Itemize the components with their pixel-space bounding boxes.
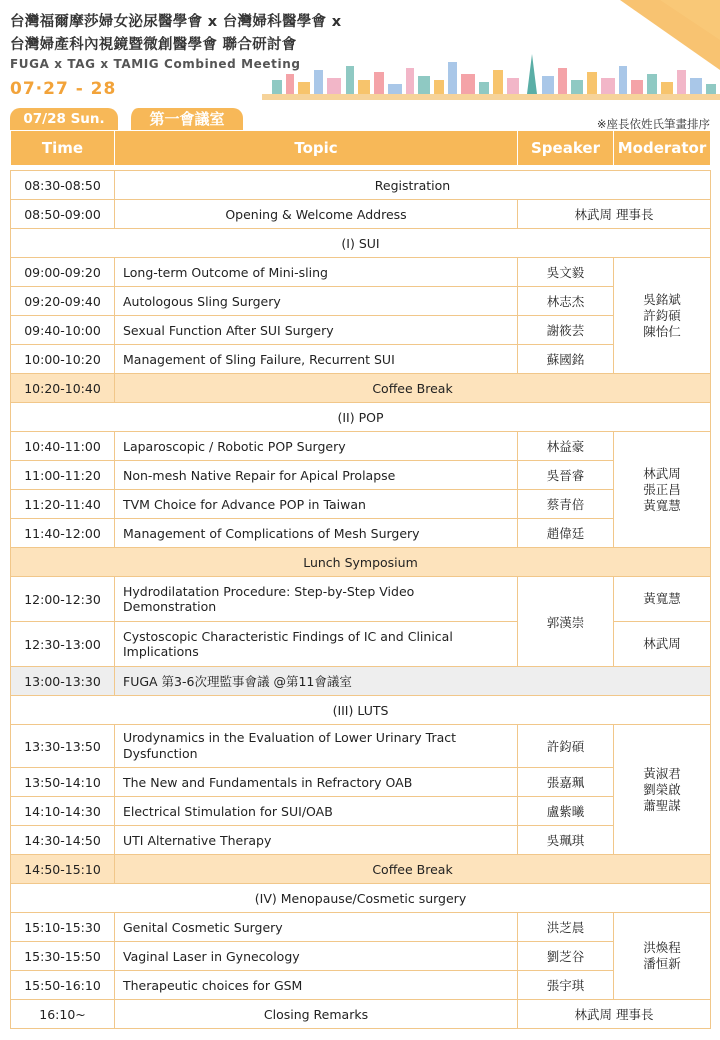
section-title: (IV) Menopause/Cosmetic surgery — [11, 884, 711, 913]
topic-cell: The New and Fundamentals in Refractory OAB — [115, 768, 518, 797]
section-title: (III) LUTS — [11, 696, 711, 725]
moderator-name: 黃寬慧 — [643, 497, 681, 513]
table-row — [11, 461, 711, 490]
speaker-cell: 吳文毅 — [518, 258, 614, 287]
time-cell: 10:40-11:00 — [11, 432, 115, 461]
topic-cell: Sexual Function After SUI Surgery — [115, 316, 518, 345]
topic-cell: Non-mesh Native Repair for Apical Prolapse — [115, 461, 518, 490]
table-row — [11, 200, 711, 229]
table-header-row — [11, 131, 711, 166]
time-cell: 14:50-15:10 — [11, 855, 115, 884]
table-row — [11, 316, 711, 345]
topic-cell: Coffee Break — [115, 855, 711, 884]
time-cell: 11:40-12:00 — [11, 519, 115, 548]
speaker-cell: 洪芝晨 — [518, 913, 614, 942]
topic-cell: Cystoscopic Characteristic Findings of IC and Clinical Implications — [115, 622, 518, 667]
ordering-note: ※座長依姓氏筆畫排序 — [596, 117, 710, 131]
speaker-cell: 張嘉珮 — [518, 768, 614, 797]
topic-cell: UTI Alternative Therapy — [115, 826, 518, 855]
topic-cell: TVM Choice for Advance POP in Taiwan — [115, 490, 518, 519]
table-row — [11, 725, 711, 768]
moderator-cell: 黃寬慧 — [614, 577, 711, 622]
topic-cell: Coffee Break — [115, 374, 711, 403]
speaker-cell: 劉芝谷 — [518, 942, 614, 971]
table-row — [11, 490, 711, 519]
section-row — [11, 229, 711, 258]
topic-cell: Electrical Stimulation for SUI/OAB — [115, 797, 518, 826]
time-cell: 15:30-15:50 — [11, 942, 115, 971]
time-cell: 09:00-09:20 — [11, 258, 115, 287]
time-cell: 09:20-09:40 — [11, 287, 115, 316]
time-cell: 13:50-14:10 — [11, 768, 115, 797]
moderator-name: 張正昌 — [643, 481, 681, 497]
col-time-header: Time — [11, 131, 115, 166]
time-cell: 08:50-09:00 — [11, 200, 115, 229]
table-row — [11, 519, 711, 548]
topic-cell: Genital Cosmetic Surgery — [115, 913, 518, 942]
time-cell: 15:10-15:30 — [11, 913, 115, 942]
col-moderator-header: Moderator — [614, 131, 711, 166]
lunch-symposium-row — [11, 548, 711, 577]
section-row — [11, 696, 711, 725]
title-line-1: 台灣福爾摩莎婦女泌尿醫學會 x 台灣婦科醫學會 x — [10, 14, 342, 30]
table-row — [11, 171, 711, 200]
topic-cell: Management of Complications of Mesh Surgery — [115, 519, 518, 548]
speaker-cell: 謝筱芸 — [518, 316, 614, 345]
day-tab: 07/28 Sun. — [10, 108, 118, 130]
table-row — [11, 577, 711, 622]
topic-cell: Closing Remarks — [115, 1000, 518, 1029]
time-cell: 10:00-10:20 — [11, 345, 115, 374]
topic-cell: FUGA 第3-6次理監事會議 @第11會議室 — [115, 667, 711, 696]
table-row — [11, 797, 711, 826]
topic-cell: Laparoscopic / Robotic POP Surgery — [115, 432, 518, 461]
topic-cell: Vaginal Laser in Gynecology — [115, 942, 518, 971]
speaker-cell: 吳晉睿 — [518, 461, 614, 490]
moderator-name: 洪煥程 — [643, 940, 681, 955]
coffee-break-row — [11, 374, 711, 403]
table-row — [11, 971, 711, 1000]
schedule-table — [10, 130, 711, 1029]
moderator-name: 吳銘斌 — [643, 291, 681, 307]
topic-cell: Urodynamics in the Evaluation of Lower Urinary Tract Dysfunction — [115, 725, 518, 768]
room-tab: 第一會議室 — [128, 108, 243, 130]
speaker-cell: 盧紫曦 — [518, 797, 614, 826]
header — [0, 0, 720, 104]
city-skyline-illustration — [262, 50, 720, 100]
speaker-cell: 蘇國銘 — [518, 345, 614, 374]
moderator-name: 潘恒新 — [643, 956, 681, 971]
event-date: 07·27 - 28 — [10, 79, 117, 99]
time-cell: 12:00-12:30 — [11, 577, 115, 622]
moderator-name: 劉榮啟 — [643, 781, 681, 797]
section-row — [11, 403, 711, 432]
time-cell: 09:40-10:00 — [11, 316, 115, 345]
time-cell: 10:20-10:40 — [11, 374, 115, 403]
time-cell: 12:30-13:00 — [11, 622, 115, 667]
time-cell: 15:50-16:10 — [11, 971, 115, 1000]
table-row — [11, 913, 711, 942]
coffee-break-row — [11, 855, 711, 884]
table-row — [11, 432, 711, 461]
time-cell: 13:00-13:30 — [11, 667, 115, 696]
speaker-cell: 蔡青倍 — [518, 490, 614, 519]
table-row — [11, 287, 711, 316]
topic-cell: Autologous Sling Surgery — [115, 287, 518, 316]
topic-cell: Therapeutic choices for GSM — [115, 971, 518, 1000]
moderator-name: 陳怡仁 — [643, 323, 681, 339]
topic-cell: Hydrodilatation Procedure: Step-by-Step Video Demonstration — [115, 577, 518, 622]
time-cell: 16:10~ — [11, 1000, 115, 1029]
chair-cell: 林武周 理事長 — [518, 1000, 711, 1029]
speaker-cell: 林志杰 — [518, 287, 614, 316]
subtitle: FUGA x TAG x TAMIG Combined Meeting — [10, 57, 301, 71]
moderator-cell — [614, 725, 711, 855]
section-title: Lunch Symposium — [11, 548, 711, 577]
moderator-name: 許鈞碩 — [643, 307, 681, 323]
moderator-cell — [614, 432, 711, 548]
section-row — [11, 884, 711, 913]
speaker-cell: 吳珮琪 — [518, 826, 614, 855]
title-line-2: 台灣婦產科內視鏡暨微創醫學會 聯合研討會 — [10, 37, 297, 53]
section-title: (I) SUI — [11, 229, 711, 258]
chair-cell: 林武周 理事長 — [518, 200, 711, 229]
moderator-cell: 林武周 — [614, 622, 711, 667]
table-row — [11, 942, 711, 971]
table-row — [11, 826, 711, 855]
topic-cell: Management of Sling Failure, Recurrent SUI — [115, 345, 518, 374]
moderator-name: 黃淑君 — [643, 765, 681, 781]
time-cell: 13:30-13:50 — [11, 725, 115, 768]
topic-cell: Registration — [115, 171, 711, 200]
time-cell: 14:10-14:30 — [11, 797, 115, 826]
table-row — [11, 345, 711, 374]
time-cell: 14:30-14:50 — [11, 826, 115, 855]
moderator-name: 林武周 — [643, 465, 681, 481]
col-topic-header: Topic — [115, 131, 518, 166]
board-meeting-row — [11, 667, 711, 696]
topic-cell: Opening & Welcome Address — [115, 200, 518, 229]
moderator-cell — [614, 258, 711, 374]
speaker-cell: 張宇琪 — [518, 971, 614, 1000]
table-row — [11, 1000, 711, 1029]
col-speaker-header: Speaker — [518, 131, 614, 166]
speaker-cell: 郭漢崇 — [518, 577, 614, 667]
speaker-cell: 許鈞碩 — [518, 725, 614, 768]
speaker-cell: 趙偉廷 — [518, 519, 614, 548]
speaker-cell: 林益豪 — [518, 432, 614, 461]
table-row — [11, 768, 711, 797]
table-row — [11, 258, 711, 287]
moderator-cell — [614, 913, 711, 1000]
time-cell: 11:00-11:20 — [11, 461, 115, 490]
section-title: (II) POP — [11, 403, 711, 432]
moderator-name: 蕭聖謀 — [643, 797, 681, 813]
time-cell: 08:30-08:50 — [11, 171, 115, 200]
topic-cell: Long-term Outcome of Mini-sling — [115, 258, 518, 287]
time-cell: 11:20-11:40 — [11, 490, 115, 519]
